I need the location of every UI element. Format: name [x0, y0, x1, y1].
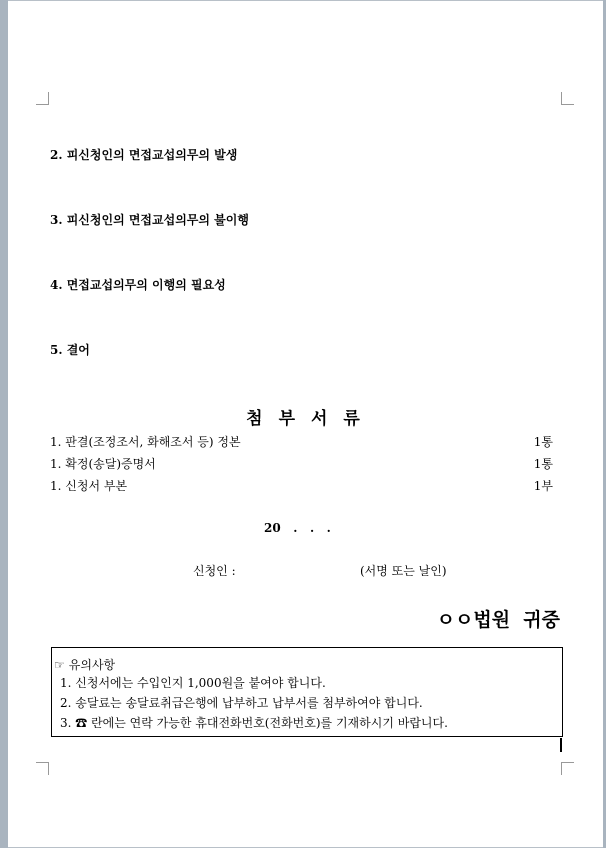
section-heading-4: 4. 면접교섭의무의 이행의 필요성	[50, 278, 226, 292]
notice-title: 유의사항	[68, 658, 116, 672]
margin-mark-top-right	[561, 92, 574, 105]
attachment-row	[50, 433, 553, 450]
section-heading-3: 3. 피신청인의 면접교섭의무의 불이행	[50, 213, 249, 227]
date-line: 20 . . .	[264, 521, 331, 535]
section-heading-2: 2. 피신청인의 면접교섭의무의 발생	[50, 148, 238, 162]
attachment-label: 1. 판결(조정조서, 화해조서 등) 정본	[50, 435, 241, 449]
attachments-title: 첨부서류	[246, 409, 376, 429]
text-cursor[interactable]	[560, 738, 562, 752]
section-heading-5: 5. 결어	[50, 343, 90, 357]
notice-item: 3. ☎ 란에는 연락 가능한 휴대전화번호(전화번호)를 기재하시기 바랍니다.	[60, 716, 448, 730]
pointing-hand-icon: ☞	[54, 658, 65, 672]
signature-note: (서명 또는 날인)	[360, 564, 447, 578]
notice-item: 2. 송달료는 송달료취급은행에 납부하고 납부서를 첨부하여야 합니다.	[60, 696, 423, 710]
attachment-row	[50, 455, 553, 472]
attachment-label: 1. 신청서 부본	[50, 479, 128, 493]
attachment-qty: 1통	[533, 457, 553, 471]
margin-mark-bottom-left	[36, 762, 49, 775]
attachment-label: 1. 확정(송달)증명서	[50, 457, 156, 471]
notice-box	[51, 647, 563, 737]
applicant-label: 신청인 :	[193, 564, 236, 578]
attachment-qty: 1부	[533, 479, 553, 493]
notice-item: 1. 신청서에는 수입인지 1,000원을 붙여야 합니다.	[60, 676, 326, 690]
margin-mark-top-left	[36, 92, 49, 105]
notice-header	[54, 657, 556, 673]
attachment-row	[50, 477, 553, 494]
court-addressee: ㅇㅇ법원 귀중	[436, 609, 560, 631]
margin-mark-bottom-right	[561, 762, 574, 775]
attachment-qty: 1통	[533, 435, 553, 449]
